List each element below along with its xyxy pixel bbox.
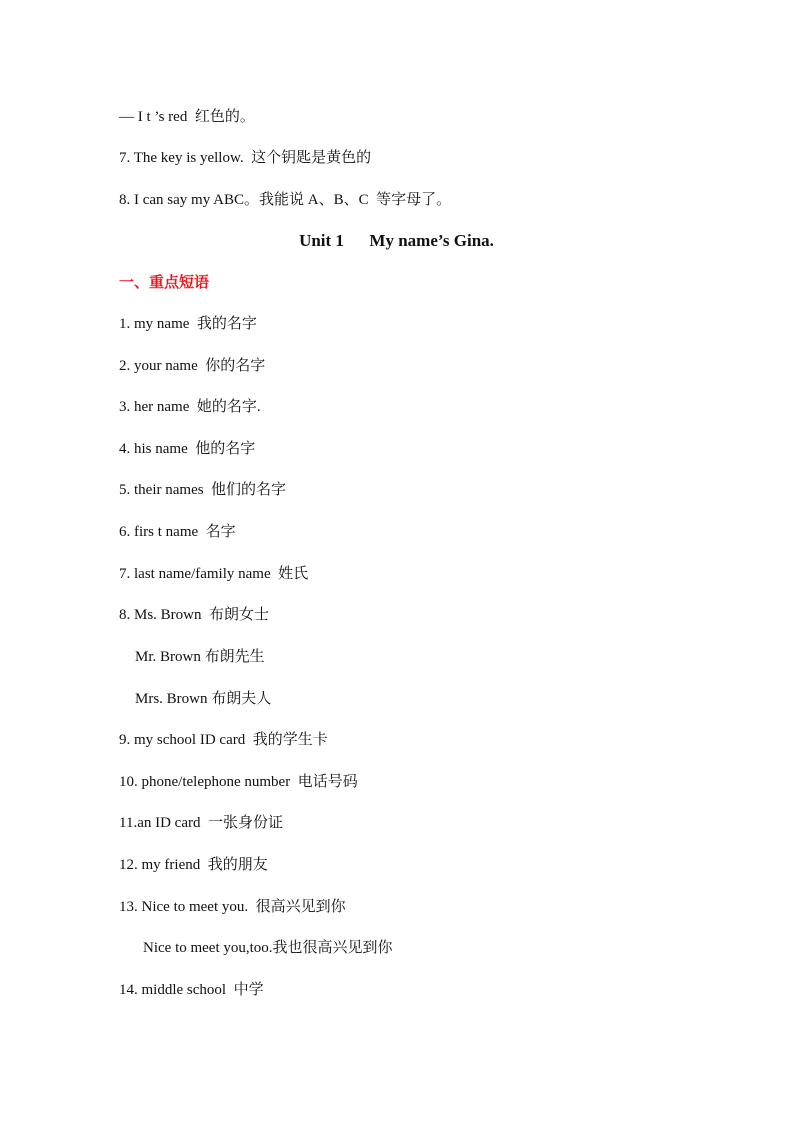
phrase-item: 6. firs t name 名字 bbox=[119, 524, 236, 540]
phrase-item: 5. their names 他们的名字 bbox=[119, 482, 287, 498]
unit-title: Unit 1 My name’s Gina. bbox=[299, 231, 494, 250]
phrase-item: 8. Ms. Brown 布朗女士 bbox=[119, 607, 270, 623]
phrase-item: 7. last name/family name 姓氏 bbox=[119, 566, 309, 582]
phrase-item: 1. my name 我的名字 bbox=[119, 316, 257, 332]
text-line: 7. The key is yellow. 这个钥匙是黄色的 bbox=[119, 150, 372, 166]
text-line: — I t ’s red 红色的。 bbox=[119, 109, 255, 125]
section-heading: 一、重点短语 bbox=[119, 275, 210, 291]
phrase-item: 3. her name 她的名字. bbox=[119, 399, 261, 415]
phrase-item: 14. middle school 中学 bbox=[119, 982, 264, 998]
phrase-item: 11.an ID card 一张身份证 bbox=[119, 815, 283, 831]
phrase-item: 2. your name 你的名字 bbox=[119, 358, 266, 374]
phrase-subitem: Nice to meet you,too.我也很高兴见到你 bbox=[143, 940, 393, 956]
phrase-item: 12. my friend 我的朋友 bbox=[119, 857, 268, 873]
phrase-subitem: Mr. Brown 布朗先生 bbox=[135, 649, 265, 665]
phrase-item: 10. phone/telephone number 电话号码 bbox=[119, 774, 358, 790]
phrase-item: 13. Nice to meet you. 很高兴见到你 bbox=[119, 899, 346, 915]
text-line: 8. I can say my ABC。我能说 A、B、C 等字母了。 bbox=[119, 192, 452, 208]
phrase-item: 9. my school ID card 我的学生卡 bbox=[119, 732, 328, 748]
phrase-subitem: Mrs. Brown 布朗夫人 bbox=[135, 691, 272, 707]
phrase-item: 4. his name 他的名字 bbox=[119, 441, 256, 457]
